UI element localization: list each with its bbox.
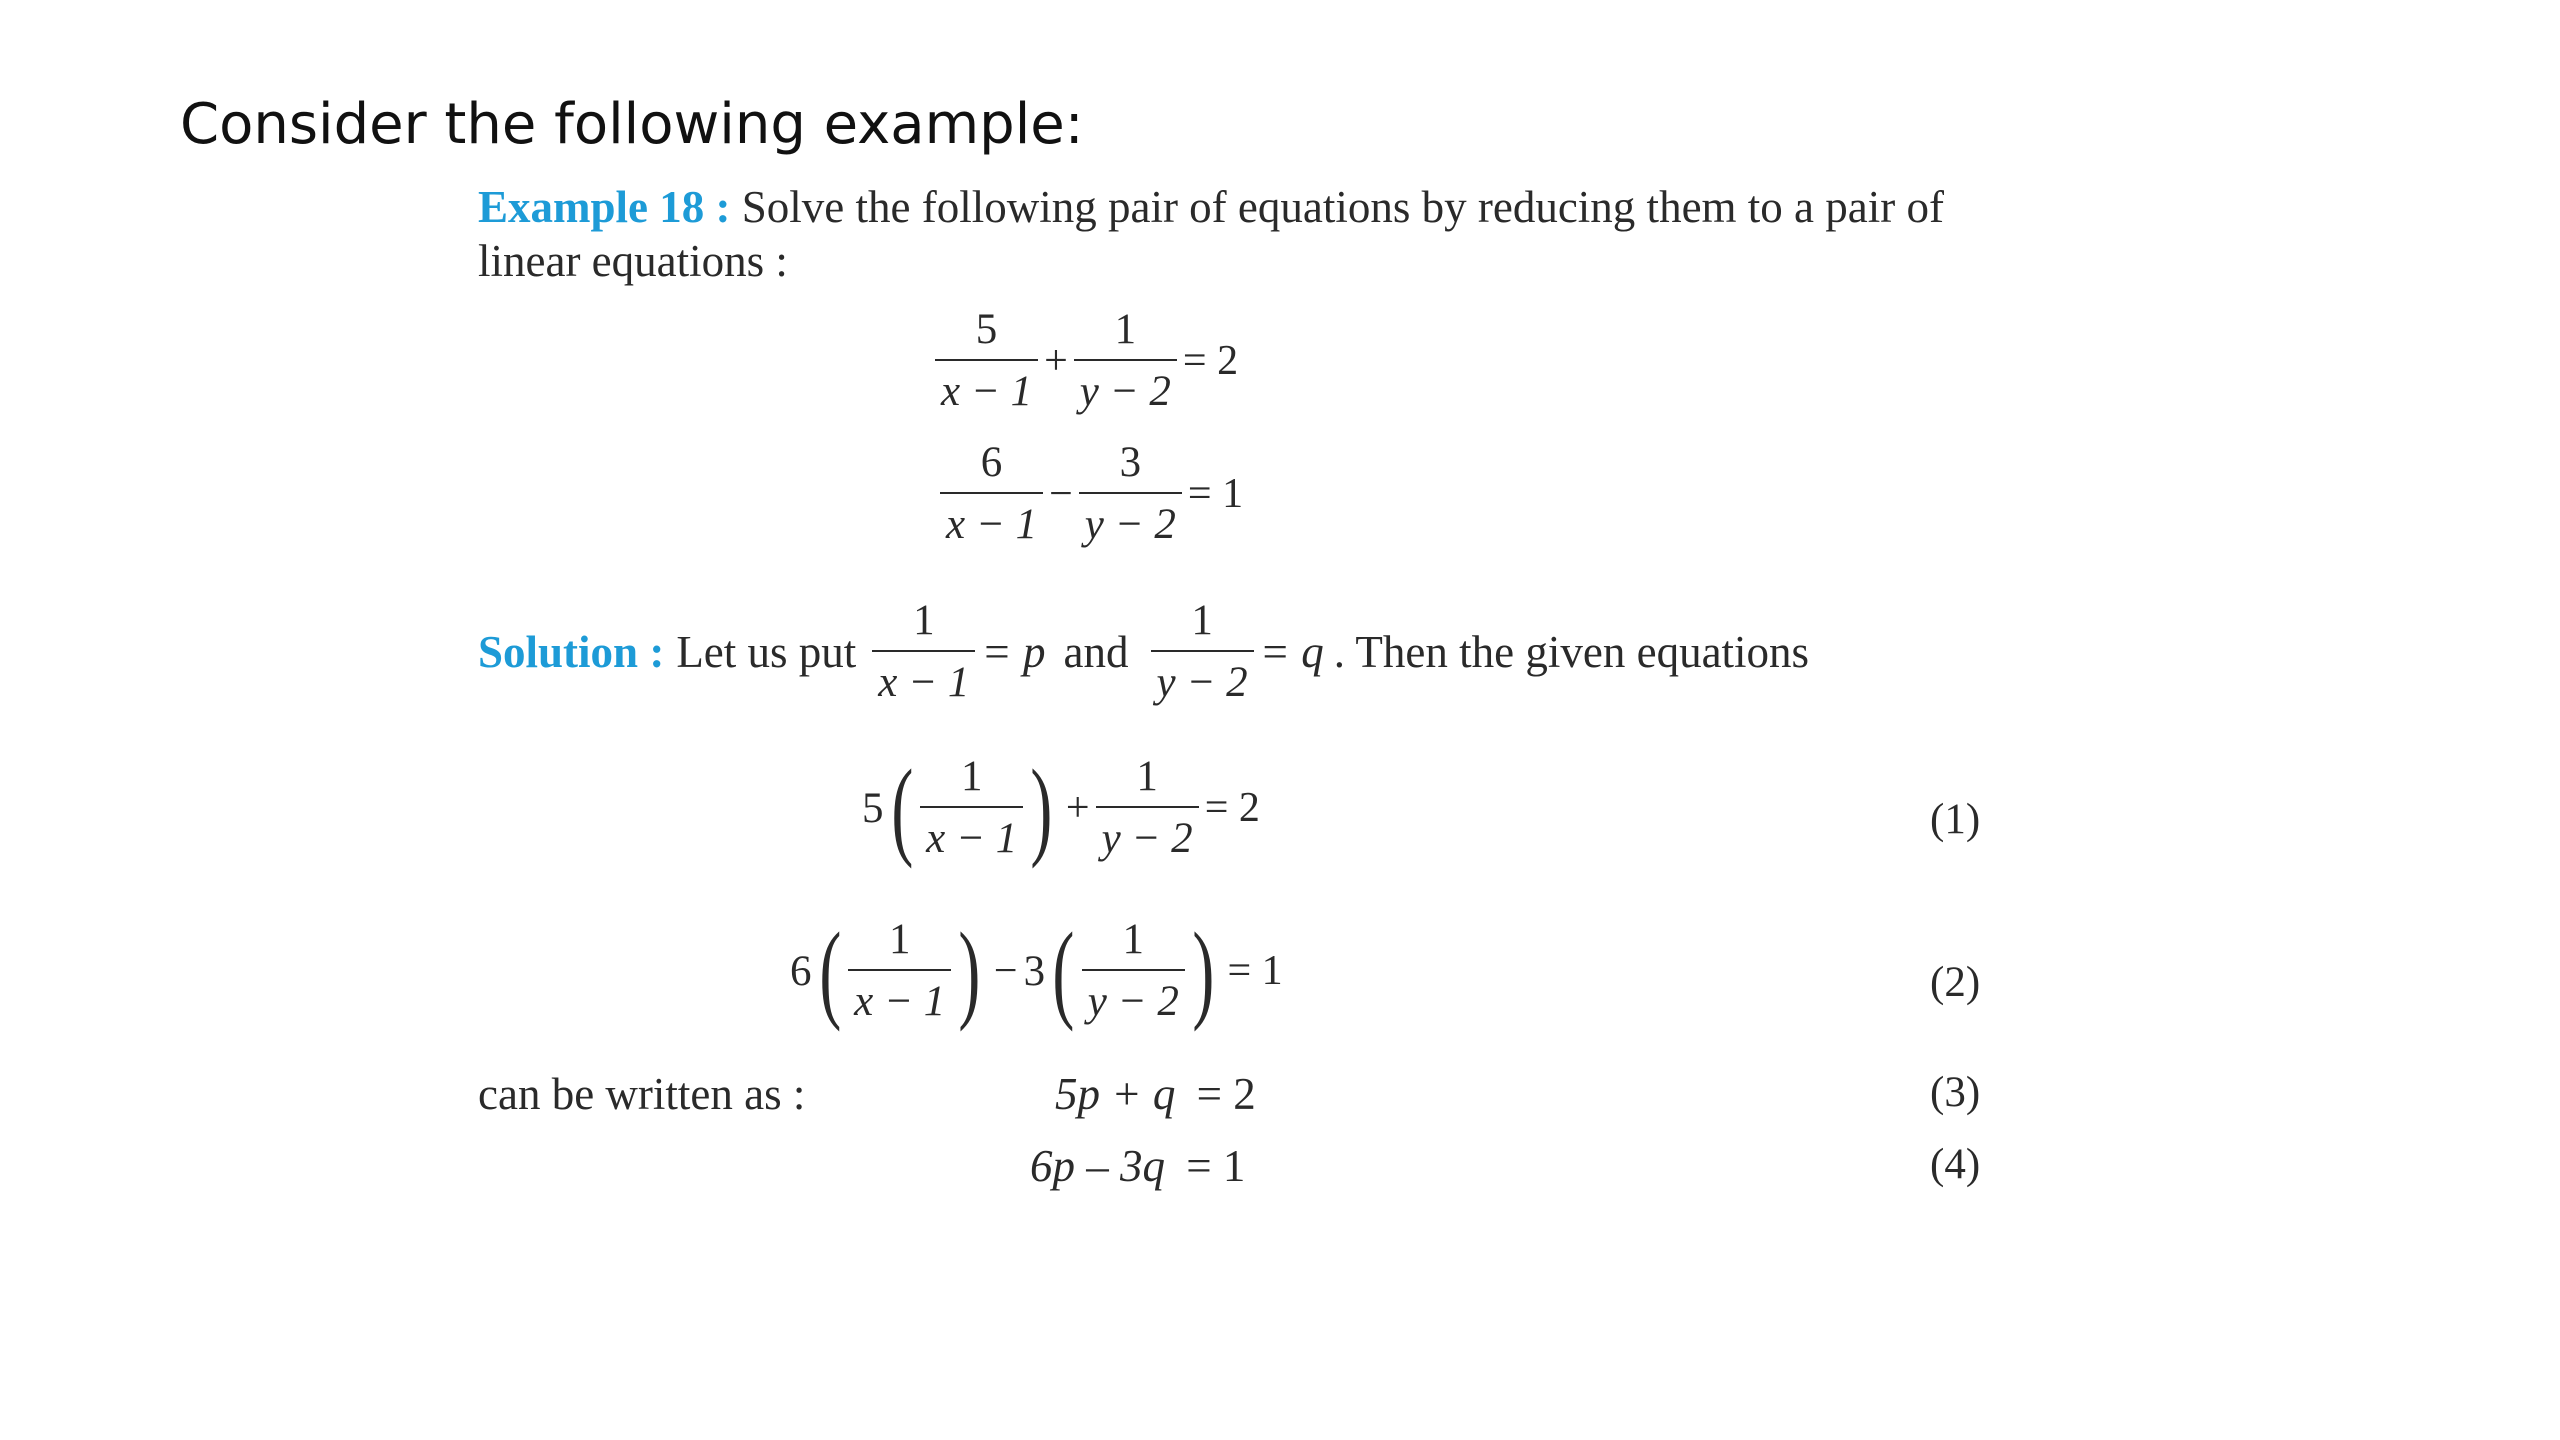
fraction: $\frac{1}{x - 1}$ <box>872 596 975 708</box>
written-as-label: can be written as : <box>478 1069 806 1119</box>
equation-number: (4) <box>1930 1141 1981 1188</box>
example-label: Example 18 : <box>478 182 731 232</box>
equation-number: (1) <box>1930 796 1981 843</box>
linear-equation-2: 6p – 3q = 1 <box>1030 1141 1246 1191</box>
given-equation-1: $\frac{5}{x - 1}$ + $\frac{1}{y - 2}$ = 2 <box>935 305 1244 417</box>
fraction: $\frac{1}{y - 2}$ <box>1074 305 1177 417</box>
left-paren: ( <box>818 910 841 1032</box>
solution-and: and <box>1063 627 1129 677</box>
right-paren: ) <box>1192 910 1215 1032</box>
fraction: $\frac{6}{x - 1}$ <box>940 438 1043 550</box>
example-text-line1: Solve the following pair of equations by reducing them to a pair of <box>741 182 1944 232</box>
fraction: $\frac{5}{x - 1}$ <box>935 305 1038 417</box>
linear-equation-1: 5p + q = 2 <box>1055 1069 1256 1119</box>
fraction: $\frac{1}{y - 2}$ <box>1096 752 1199 864</box>
equation-number: (3) <box>1930 1069 1981 1116</box>
fraction: $\frac{1}{x - 1}$ <box>848 915 951 1027</box>
left-paren: ( <box>1052 910 1075 1032</box>
fraction: $\frac{1}{y - 2}$ <box>1082 915 1185 1027</box>
solution-lead: Let us put <box>676 627 857 677</box>
example-statement <box>478 180 1998 288</box>
fraction: $\frac{1}{x - 1}$ <box>920 752 1023 864</box>
left-paren: ( <box>890 747 913 869</box>
solution-eq-p: = p <box>981 627 1046 677</box>
given-equation-2: $\frac{6}{x - 1}$ − $\frac{3}{y - 2}$ = 1 <box>940 438 1249 550</box>
equation-number: (2) <box>1930 959 1981 1006</box>
right-paren: ) <box>1030 747 1053 869</box>
fraction: $\frac{3}{y - 2}$ <box>1079 438 1182 550</box>
slide-heading: Consider the following example: <box>180 92 1084 157</box>
right-paren: ) <box>958 910 981 1032</box>
substituted-equation-2: 6 ( $\frac{1}{x - 1}$ ) − 3 ( $\frac{1}{y - 2}$ ) = 1 <box>790 910 1283 1032</box>
example-text-line2: linear equations : <box>478 236 788 286</box>
solution-tail: . Then the given equations <box>1333 627 1810 677</box>
solution-line <box>478 596 1809 708</box>
solution-eq-q: = q <box>1259 627 1324 677</box>
fraction: $\frac{1}{y - 2}$ <box>1151 596 1254 708</box>
solution-label: Solution : <box>478 627 665 677</box>
substituted-equation-1: 5 ( $\frac{1}{x - 1}$ ) + $\frac{1}{y - 2}$ = 2 <box>862 747 1260 869</box>
